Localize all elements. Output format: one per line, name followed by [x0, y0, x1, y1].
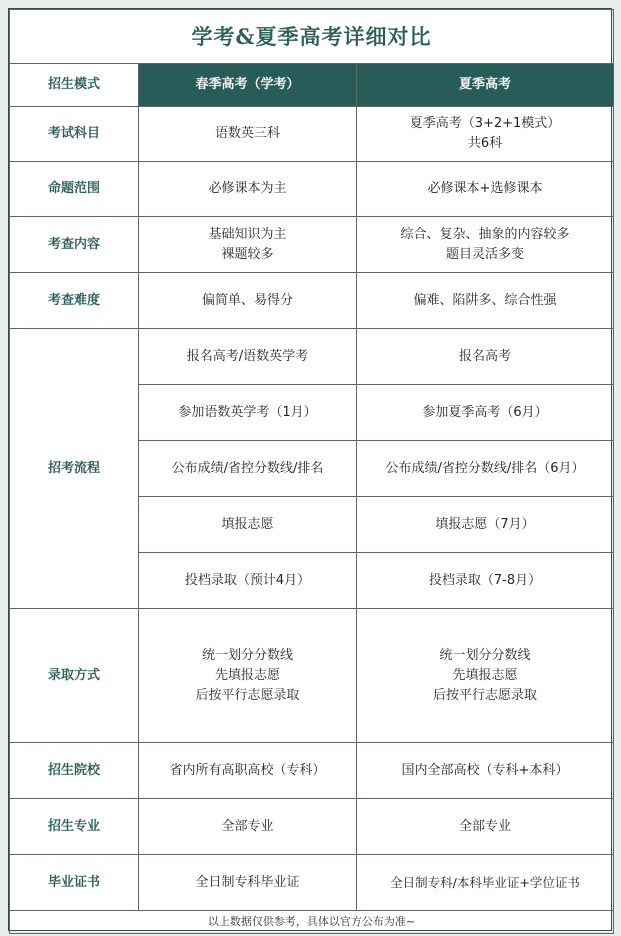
row-admission	[10, 609, 614, 743]
cell-process-spring: 填报志愿	[139, 497, 357, 553]
cell-text: 统一划分分数线	[201, 647, 293, 663]
row-label-difficulty: 考查难度	[10, 273, 139, 329]
cell-text: 综合、复杂、抽象的内容较多	[400, 226, 570, 242]
row-schools	[10, 743, 614, 799]
cell-scope-spring: 必修课本为主	[139, 162, 357, 217]
row-label-scope: 命题范围	[10, 162, 139, 217]
header-corner: 招生模式	[10, 64, 139, 107]
header-spring: 春季高考（学考）	[139, 64, 357, 107]
cell-text: 共6科	[467, 136, 503, 151]
cell-text: 夏季高考（3+2+1模式）	[409, 116, 561, 131]
cell-schools-spring: 省内所有高职高校（专科）	[139, 743, 357, 799]
row-label-process: 招考流程	[10, 329, 139, 609]
row-label-majors: 招生专业	[10, 799, 139, 855]
cell-subjects-spring: 语数英三科	[139, 107, 357, 162]
header-summer: 夏季高考	[357, 64, 614, 107]
row-label-schools: 招生院校	[10, 743, 139, 799]
row-scope	[10, 162, 614, 217]
comparison-table-frame	[8, 8, 612, 931]
row-label-content: 考查内容	[10, 217, 139, 273]
row-content	[10, 217, 614, 273]
footnote: 以上数据仅供参考，具体以官方公布为准~	[10, 911, 614, 934]
cell-schools-summer: 国内全部高校（专科+本科）	[357, 743, 614, 799]
cell-text: 先填报志愿	[214, 667, 280, 683]
cell-process-spring: 报名高考/语数英学考	[139, 329, 357, 385]
row-label-certificate: 毕业证书	[10, 855, 139, 911]
cell-subjects-summer	[357, 107, 614, 162]
cell-admission-summer	[357, 609, 614, 743]
cell-content-summer	[357, 217, 614, 273]
cell-process-summer: 填报志愿（7月）	[357, 497, 614, 553]
cell-process-summer: 报名高考	[357, 329, 614, 385]
cell-content-spring	[139, 217, 357, 273]
cell-certificate-summer: 全日制专科/本科毕业证+学位证书	[357, 855, 614, 911]
row-process-step-1	[10, 329, 614, 385]
comparison-table	[9, 9, 614, 934]
cell-text: 统一划分分数线	[439, 647, 531, 663]
row-difficulty	[10, 273, 614, 329]
row-label-subjects: 考试科目	[10, 107, 139, 162]
cell-process-summer: 投档录取（7-8月）	[357, 553, 614, 609]
cell-text: 裸题较多	[221, 246, 274, 262]
cell-difficulty-spring: 偏简单、易得分	[139, 273, 357, 329]
row-majors	[10, 799, 614, 855]
cell-majors-spring: 全部专业	[139, 799, 357, 855]
cell-certificate-spring: 全日制专科毕业证	[139, 855, 357, 911]
cell-process-spring: 公布成绩/省控分数线/排名	[139, 441, 357, 497]
cell-process-spring: 投档录取（预计4月）	[139, 553, 357, 609]
cell-difficulty-summer: 偏难、陷阱多、综合性强	[357, 273, 614, 329]
cell-majors-summer: 全部专业	[357, 799, 614, 855]
row-subjects	[10, 107, 614, 162]
row-label-admission: 录取方式	[10, 609, 139, 743]
cell-text: 题目灵活多变	[445, 246, 524, 262]
cell-text: 基础知识为主	[208, 226, 287, 242]
footnote-row	[10, 911, 614, 934]
header-row	[10, 64, 614, 107]
cell-text: 后按平行志愿录取	[195, 687, 300, 703]
title-row	[10, 10, 614, 64]
cell-text: 先填报志愿	[452, 667, 518, 683]
cell-admission-spring	[139, 609, 357, 743]
cell-process-summer: 参加夏季高考（6月）	[357, 385, 614, 441]
row-certificate	[10, 855, 614, 911]
cell-text: 后按平行志愿录取	[432, 687, 537, 703]
cell-scope-summer: 必修课本+选修课本	[357, 162, 614, 217]
page-title: 学考&夏季高考详细对比	[10, 10, 614, 64]
cell-process-summer: 公布成绩/省控分数线/排名（6月）	[357, 441, 614, 497]
cell-process-spring: 参加语数英学考（1月）	[139, 385, 357, 441]
